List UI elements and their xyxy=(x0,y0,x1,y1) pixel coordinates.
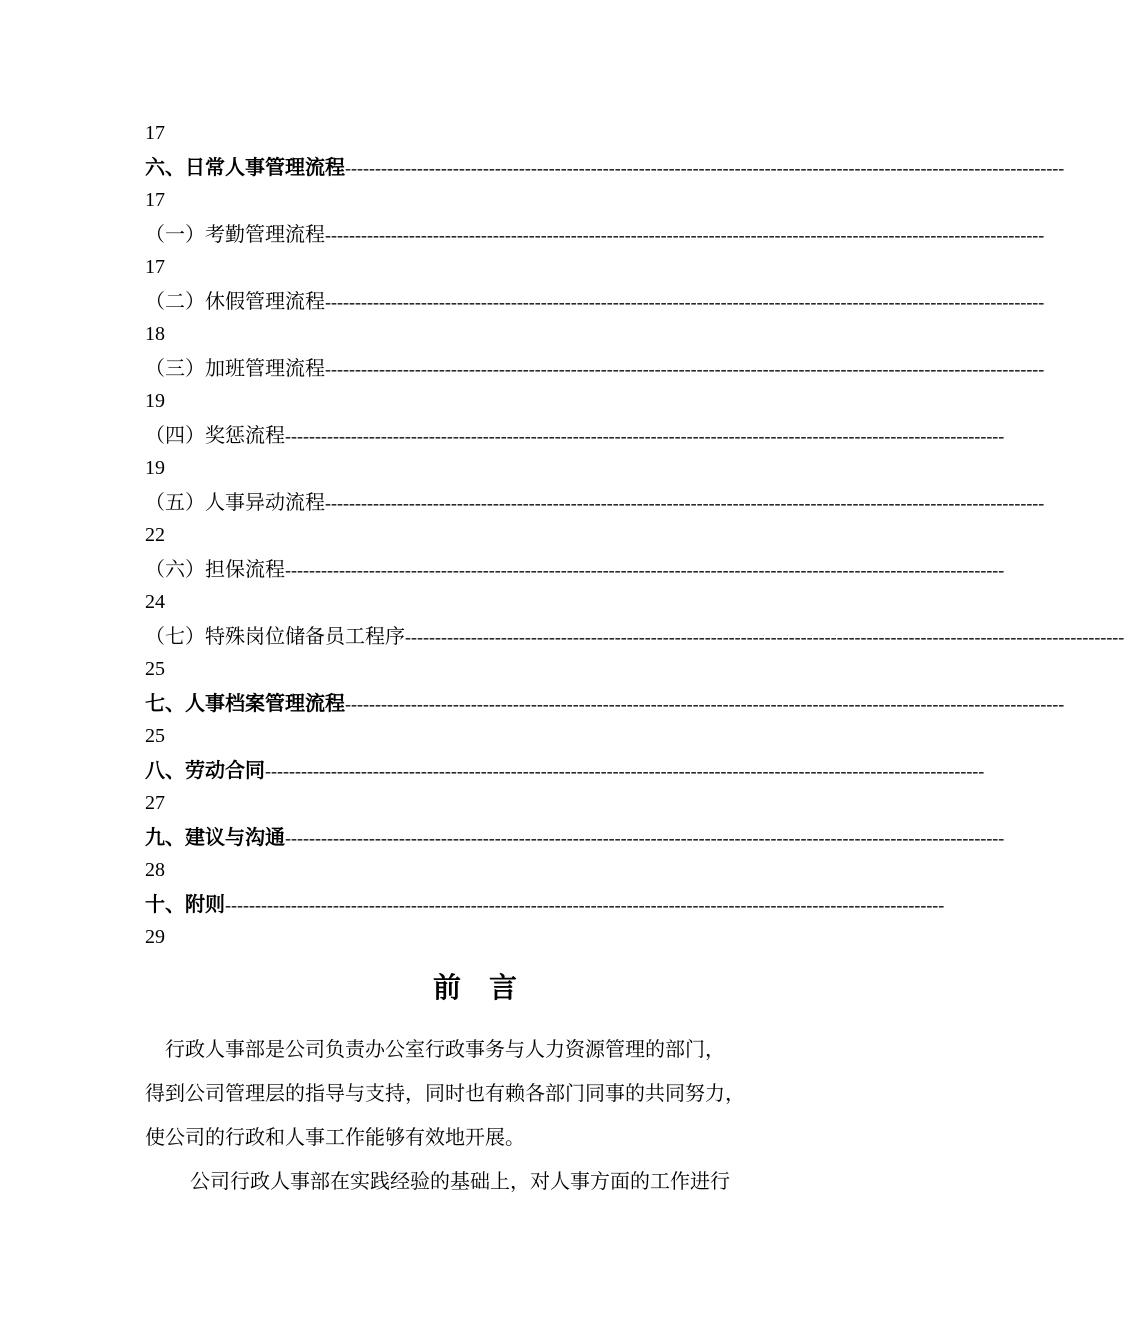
toc-entry-label: （五）人事异动流程 xyxy=(145,489,325,514)
toc-page-number: 24 xyxy=(145,591,165,613)
paragraph-line: 行政人事部是公司负责办公室行政事务与人力资源管理的部门， xyxy=(165,1037,725,1061)
toc-page-number: 19 xyxy=(145,457,165,479)
toc-entry[interactable] xyxy=(145,553,1005,587)
toc-entry-label: 九、建议与沟通 xyxy=(145,824,285,849)
toc-entry[interactable] xyxy=(145,419,1005,453)
toc-page-number: 29 xyxy=(145,926,165,948)
toc-entry-label: （二）休假管理流程 xyxy=(145,288,325,313)
toc-entry[interactable] xyxy=(145,754,985,788)
toc-page-number: 25 xyxy=(145,658,165,680)
paragraph-line: 得到公司管理层的指导与支持，同时也有赖各部门同事的共同努力， xyxy=(145,1081,745,1105)
toc-page-number: 27 xyxy=(145,792,165,814)
toc-entry-label: 八、劳动合同 xyxy=(145,757,265,782)
toc-entry-label: （三）加班管理流程 xyxy=(145,355,325,380)
paragraph-line: 公司行政人事部在实践经验的基础上，对人事方面的工作进行 xyxy=(190,1169,730,1193)
toc-leader: ------------------------------------------------------------------------------------------------------------------------ xyxy=(345,693,1065,714)
toc-entry[interactable] xyxy=(145,218,1045,252)
toc-entry-label: （一）考勤管理流程 xyxy=(145,221,325,246)
toc-entry[interactable] xyxy=(145,687,1065,721)
toc-leader: ------------------------------------------------------------------------------------------------------------------------ xyxy=(345,157,1065,178)
toc-entry-label: （七）特殊岗位储备员工程序 xyxy=(145,623,405,648)
toc-page-number: 22 xyxy=(145,524,165,546)
toc-page-number: 25 xyxy=(145,725,165,747)
toc-entry-label: （四）奖惩流程 xyxy=(145,422,285,447)
toc-leader: ------------------------------------------------------------------------------------------------------------------------ xyxy=(325,291,1045,312)
toc-entry[interactable] xyxy=(145,352,1045,386)
preface-heading: 前 言 xyxy=(432,971,517,1004)
toc-leader: ------------------------------------------------------------------------------------------------------------------------ xyxy=(325,492,1045,513)
toc-leader: ------------------------------------------------------------------------------------------------------------------------ xyxy=(325,358,1045,379)
preface-paragraph xyxy=(145,1159,807,1203)
toc-entry[interactable] xyxy=(145,888,945,922)
paragraph-line: 使公司的行政和人事工作能够有效地开展。 xyxy=(145,1125,525,1149)
toc-page-number: 17 xyxy=(145,122,165,144)
toc-entry-label: 六、日常人事管理流程 xyxy=(145,154,345,179)
toc-page-number: 17 xyxy=(145,189,165,211)
toc-page-number: 28 xyxy=(145,859,165,881)
toc-page-number: 19 xyxy=(145,390,165,412)
table-of-contents xyxy=(145,117,1124,955)
preface-paragraph xyxy=(145,1027,807,1159)
toc-entry-label: （六）担保流程 xyxy=(145,556,285,581)
toc-entry[interactable] xyxy=(145,821,1005,855)
toc-entry-label: 七、人事档案管理流程 xyxy=(145,690,345,715)
toc-entry[interactable] xyxy=(145,620,1124,654)
toc-leader: ------------------------------------------------------------------------------------------------------------------------ xyxy=(285,827,1005,848)
toc-entry[interactable] xyxy=(145,151,1065,185)
toc-entry[interactable] xyxy=(145,285,1045,319)
toc-page-number: 17 xyxy=(145,256,165,278)
toc-entry[interactable] xyxy=(145,486,1045,520)
toc-page-number: 18 xyxy=(145,323,165,345)
toc-entry-label: 十、附则 xyxy=(145,891,225,916)
toc-leader: ------------------------------------------------------------------------------------------------------------------------ xyxy=(325,224,1045,245)
preface-body xyxy=(145,1027,807,1203)
toc-leader: ------------------------------------------------------------------------------------------------------------------------ xyxy=(405,626,1124,647)
toc-leader: ------------------------------------------------------------------------------------------------------------------------ xyxy=(285,559,1005,580)
toc-leader: ------------------------------------------------------------------------------------------------------------------------ xyxy=(265,760,985,781)
toc-leader: ------------------------------------------------------------------------------------------------------------------------ xyxy=(285,425,1005,446)
toc-leader: ------------------------------------------------------------------------------------------------------------------------ xyxy=(225,894,945,915)
